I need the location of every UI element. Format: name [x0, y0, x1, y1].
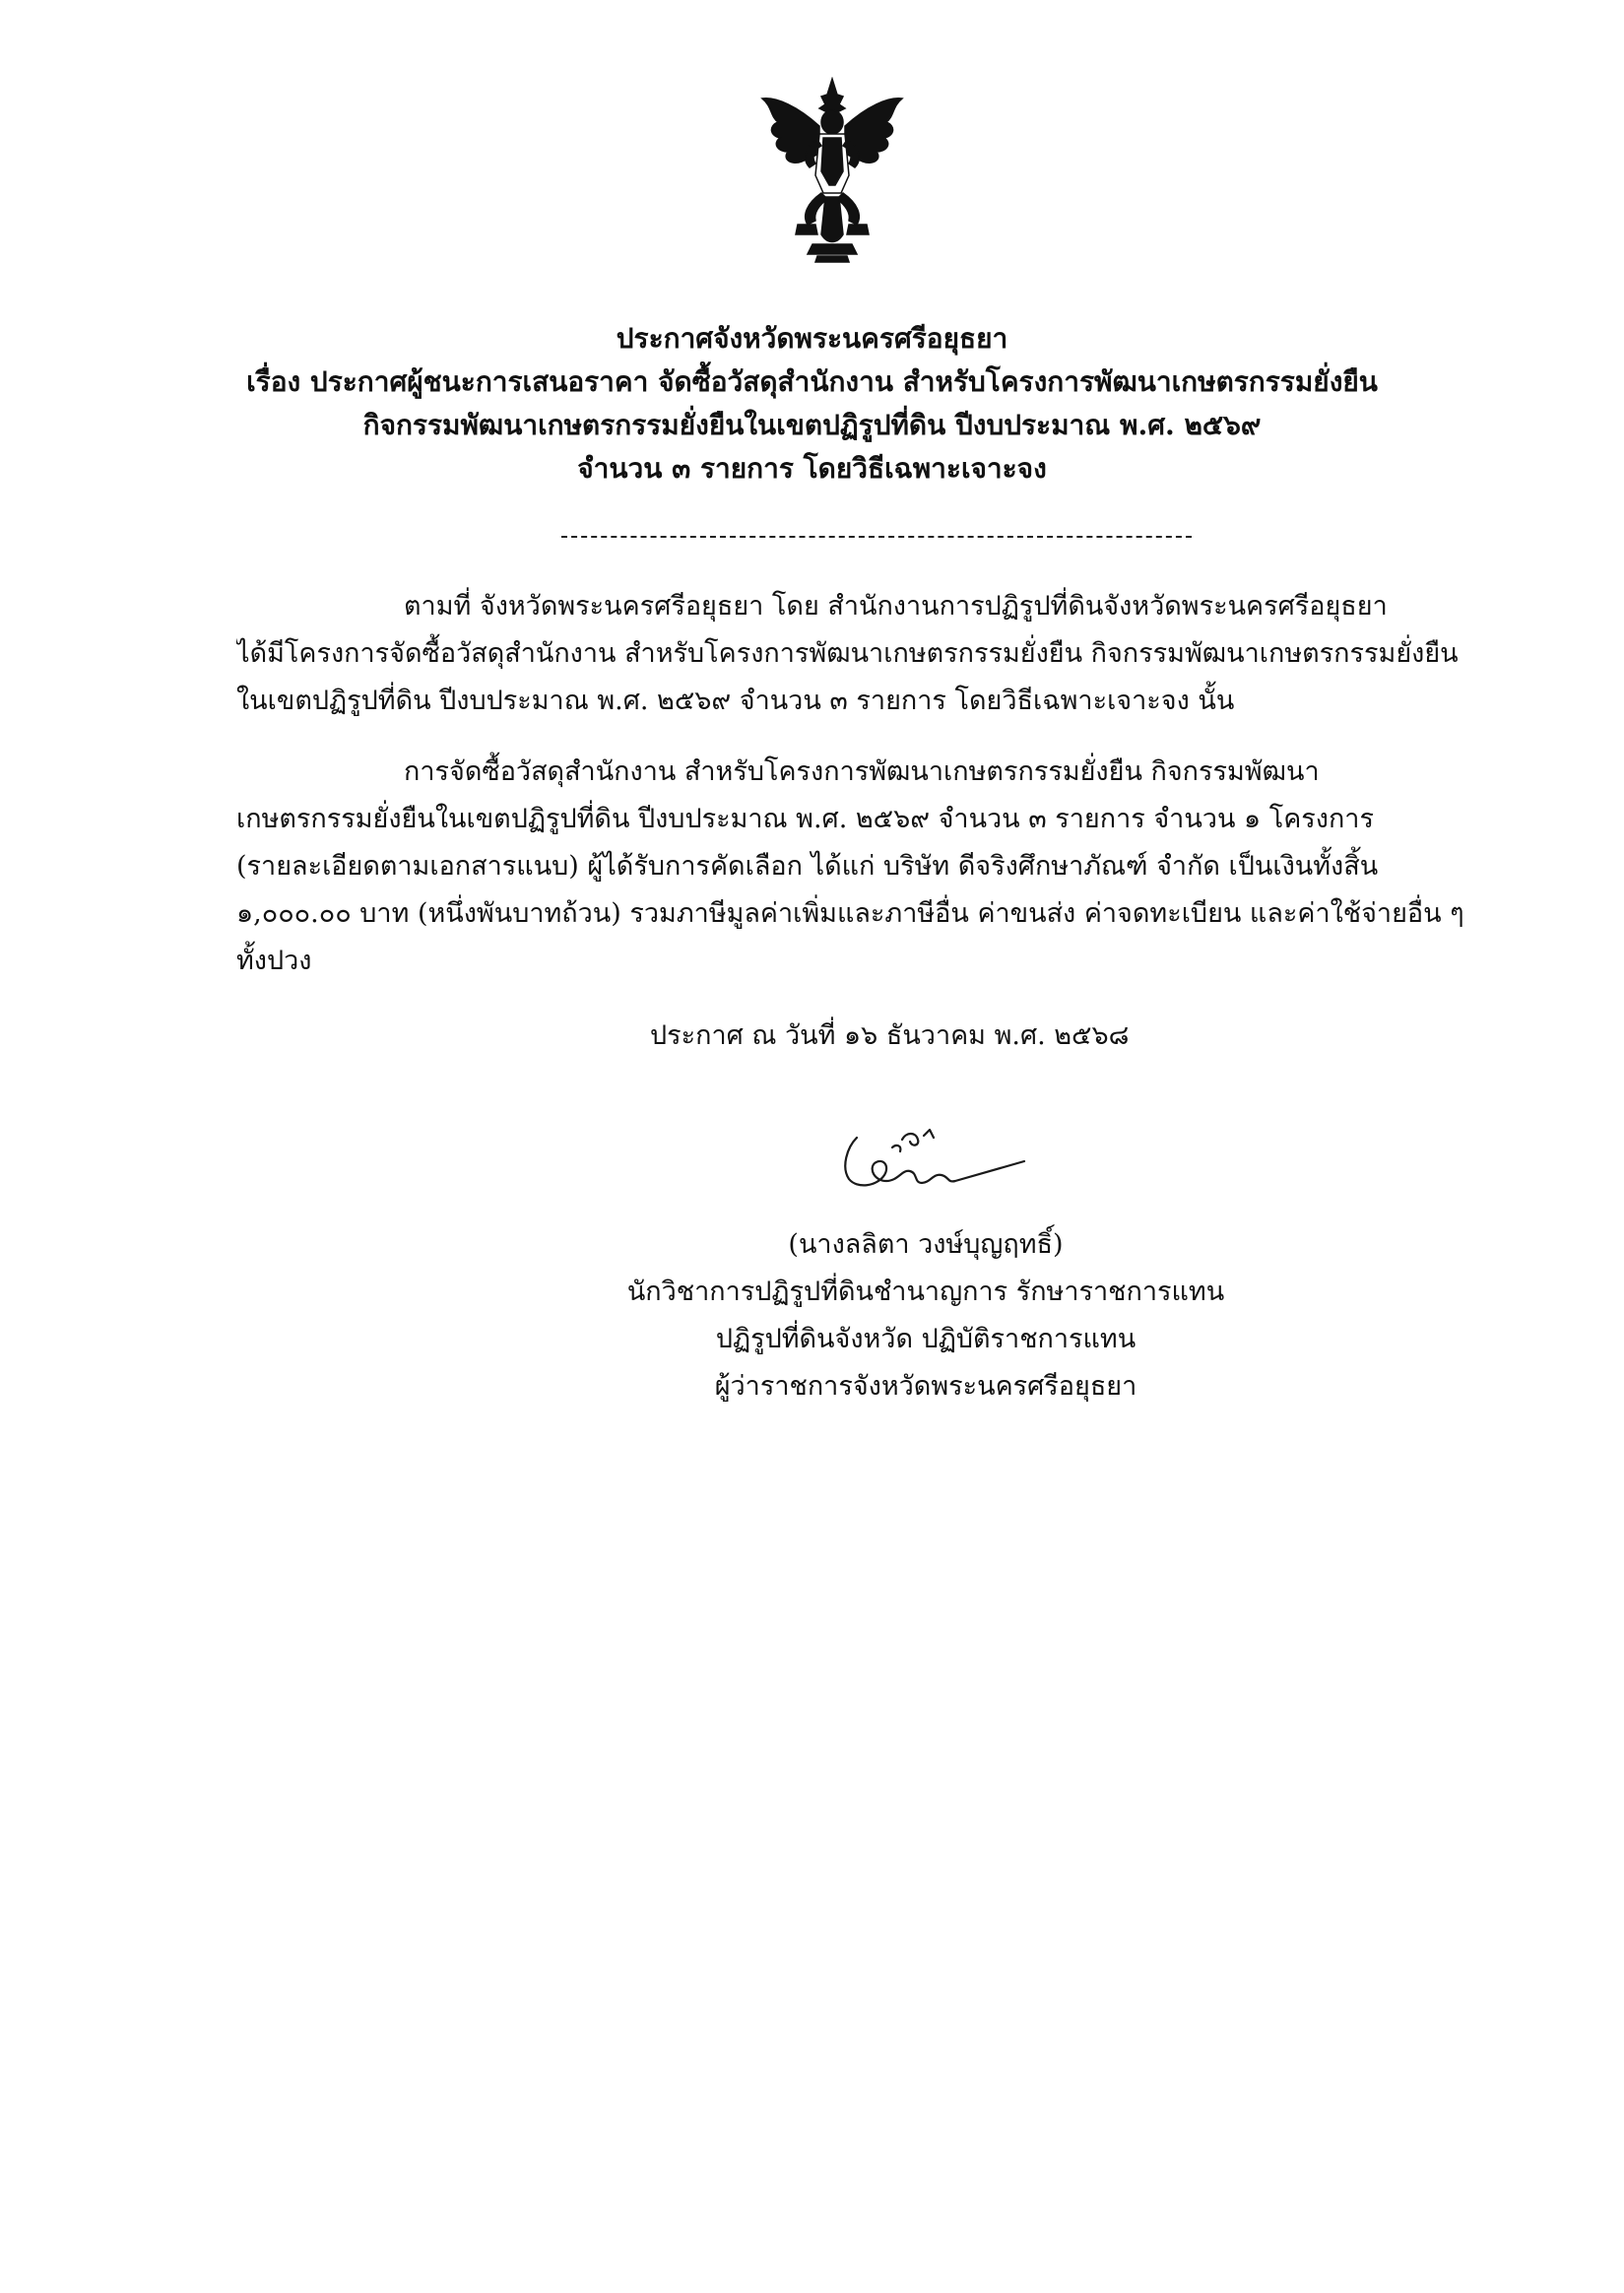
paragraph-line: ตามที่ จังหวัดพระนครศรีอยุธยา โดย สำนักงานการปฏิรูปที่ดินจังหวัดพระนครศรีอยุธยา — [404, 591, 1388, 622]
paragraph-line: ทั้งปวง — [236, 946, 312, 976]
heading-divider — [561, 536, 1192, 538]
signer-position-line-3: ผู้ว่าราชการจังหวัดพระนครศรีอยุธยา — [714, 1371, 1137, 1402]
announcement-title: ประกาศจังหวัดพระนครศรีอยุธยา — [616, 322, 1008, 355]
announcement-subject-line-3: จำนวน ๓ รายการ โดยวิธีเฉพาะเจาะจง — [577, 452, 1047, 485]
garuda-emblem-icon — [758, 77, 906, 264]
paragraph-line: ได้มีโครงการจัดซื้อวัสดุสำนักงาน สำหรับโครงการพัฒนาเกษตรกรรมยั่งยืน กิจกรรมพัฒนาเกษตรกรรมยั่งยืน — [236, 638, 1459, 669]
paragraph-line: เกษตรกรรมยั่งยืนในเขตปฏิรูปที่ดิน ปีงบประมาณ พ.ศ. ๒๕๖๙ จำนวน ๓ รายการ จำนวน ๑ โครงการ — [236, 804, 1374, 834]
paragraph-line: ๑,๐๐๐.๐๐ บาท (หนึ่งพันบาทถ้วน) รวมภาษีมูลค่าเพิ่มและภาษีอื่น ค่าขนส่ง ค่าจดทะเบียน และค่าใช้จ่ายอื่น ๆ — [236, 898, 1464, 929]
paragraph-line: (รายละเอียดตามเอกสารแนบ) ผู้ได้รับการคัดเลือก ได้แก่ บริษัท ดีจริงศึกษาภัณฑ์ จำกัด เป็นเงินทั้งสิ้น — [236, 851, 1379, 882]
signer-name: (นางลลิตา วงษ์บุญฤทธิ์) — [788, 1229, 1064, 1260]
paragraph-2 — [236, 749, 1467, 985]
handwritten-signature-icon — [827, 1118, 1064, 1216]
paragraph-1 — [236, 583, 1467, 725]
signer-position-line-2: ปฏิรูปที่ดินจังหวัด ปฏิบัติราชการแทน — [715, 1324, 1137, 1354]
announcement-subject: เรื่อง ประกาศผู้ชนะการเสนอราคา จัดซื้อวัสดุสำนักงาน สำหรับโครงการพัฒนาเกษตรกรรมยั่งยืน — [246, 365, 1378, 398]
announcement-heading — [197, 317, 1427, 491]
paragraph-line: การจัดซื้อวัสดุสำนักงาน สำหรับโครงการพัฒนาเกษตรกรรมยั่งยืน กิจกรรมพัฒนา — [404, 756, 1320, 787]
signer-position: นักวิชาการปฏิรูปที่ดินชำนาญการ รักษาราชการแทน — [626, 1277, 1225, 1307]
announcement-subject-line-2: กิจกรรมพัฒนาเกษตรกรรมยั่งยืนในเขตปฏิรูปที่ดิน ปีงบประมาณ พ.ศ. ๒๕๖๙ — [362, 409, 1262, 441]
signer-block — [552, 1221, 1300, 1410]
paragraph-line: ในเขตปฏิรูปที่ดิน ปีงบประมาณ พ.ศ. ๒๕๖๙ จำนวน ๓ รายการ โดยวิธีเฉพาะเจาะจง นั้น — [236, 686, 1235, 716]
announcement-date: ประกาศ ณ วันที่ ๑๖ ธันวาคม พ.ศ. ๒๕๖๘ — [650, 1020, 1130, 1051]
